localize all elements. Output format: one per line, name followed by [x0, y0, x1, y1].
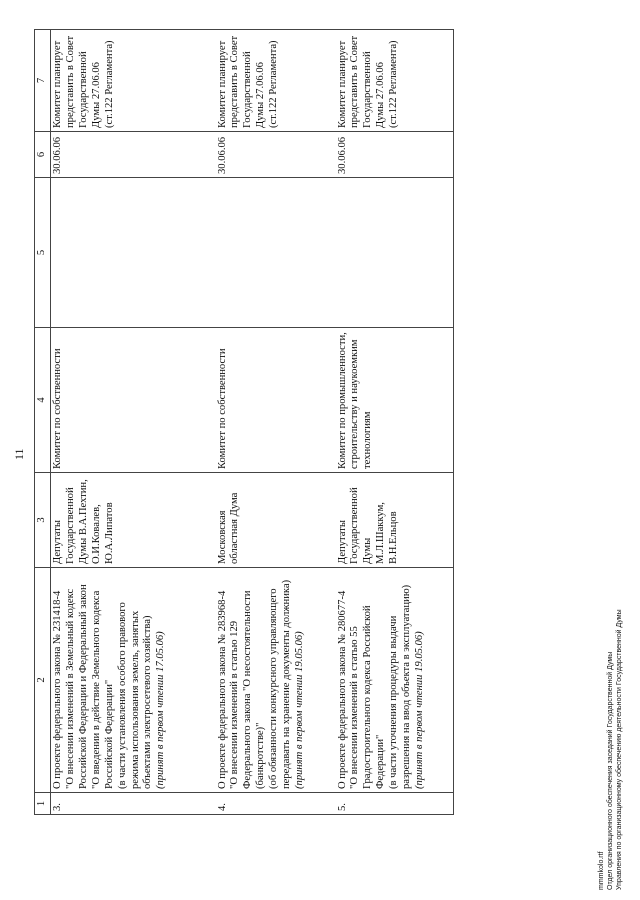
col-header-5: 5 [35, 178, 51, 328]
initiator: Депутаты Государственной Думы В.А.Пехтин, О.И.Ковалев, Ю.А.Липатов [51, 473, 216, 568]
table-row [336, 30, 454, 815]
committee: Комитет по собственности [51, 328, 216, 473]
col-header-2: 2 [35, 568, 51, 793]
bill-title: О проекте федерального закона № 231418-4 [52, 590, 63, 789]
footer-line1: Отдел организационного обеспечения заседаний Государственной Думы [606, 651, 614, 890]
bill-text: "О внесении изменений в статью 55 Градостроительного кодекса Российской Федерации" [349, 605, 387, 789]
col-header-1: 1 [35, 793, 51, 815]
remark: Комитет планирует представить в Совет Государственной Думы 27.06.06 (ст.122 Регламента) [216, 30, 336, 132]
bill-description [51, 568, 216, 793]
footer [598, 609, 625, 890]
page-number: 11 [12, 448, 26, 460]
col5-cell [216, 178, 336, 328]
header-row [35, 30, 51, 815]
col-header-4: 4 [35, 328, 51, 473]
bills-table [34, 29, 454, 815]
committee: Комитет по собственности [216, 328, 336, 473]
bill-scope: (в части уточнения процедуры выдачи разрешения на ввод объекта в эксплуатацию) [388, 584, 413, 789]
reading-note: (принят в первом чтении 17.05.06) [155, 631, 167, 789]
date: 30.06.06 [51, 132, 216, 178]
reading-note: (принят в первом чтении 19.05.06) [294, 631, 306, 789]
reading-note: (принят в первом чтении 19.05.06) [414, 631, 426, 789]
footer-line2: Управления по организационному обеспечению деятельности Государственной Думы [615, 609, 623, 890]
initiator: Депутаты Государственной Думы М.Л.Шаккум, В.Н.Ельцов [336, 473, 454, 568]
remark: Комитет планирует представить в Совет Государственной Думы 27.06.06 (ст.122 Регламента) [51, 30, 216, 132]
row-number: 4. [216, 793, 336, 815]
table-row [216, 30, 336, 815]
footer-file: mmmkolo.rtf [598, 851, 605, 890]
bill-description [336, 568, 454, 793]
committee: Комитет по промышленности, строительству и наукоемким технологиям [336, 328, 454, 473]
table-row [51, 30, 216, 815]
col5-cell [336, 178, 454, 328]
bill-title: О проекте федерального закона № 280677-4 [336, 590, 348, 789]
row-number: 5. [336, 793, 454, 815]
bill-scope: (об обязанности конкурсного управляющего передавать на хранение документы должника) [268, 579, 293, 789]
col-header-6: 6 [35, 132, 51, 178]
initiator: Московская областная Дума [216, 473, 336, 568]
bill-text: "О внесении изменений в статью 129 Федерального закона "О несостоятельности (банкротстве)" [229, 590, 267, 789]
bill-text: "О внесении изменений в Земельный кодекс Российской Федерации и Федеральный закон "О введении в действие Земельного кодекса Российской Федерации" [64, 584, 115, 789]
remark: Комитет планирует представить в Совет Государственной Думы 27.06.06 (ст.122 Регламента) [336, 30, 454, 132]
bill-title: О проекте федерального закона № 283968-4 [216, 590, 228, 789]
col5-cell [51, 178, 216, 328]
col-header-3: 3 [35, 473, 51, 568]
bill-description [216, 568, 336, 793]
date: 30.06.06 [336, 132, 454, 178]
col-header-7: 7 [35, 30, 51, 132]
bill-scope: (в части установления особого правового режима использования земель, занятых объектами электросетевого хозяйства) [116, 602, 154, 789]
date: 30.06.06 [216, 132, 336, 178]
row-number: 3. [51, 793, 216, 815]
